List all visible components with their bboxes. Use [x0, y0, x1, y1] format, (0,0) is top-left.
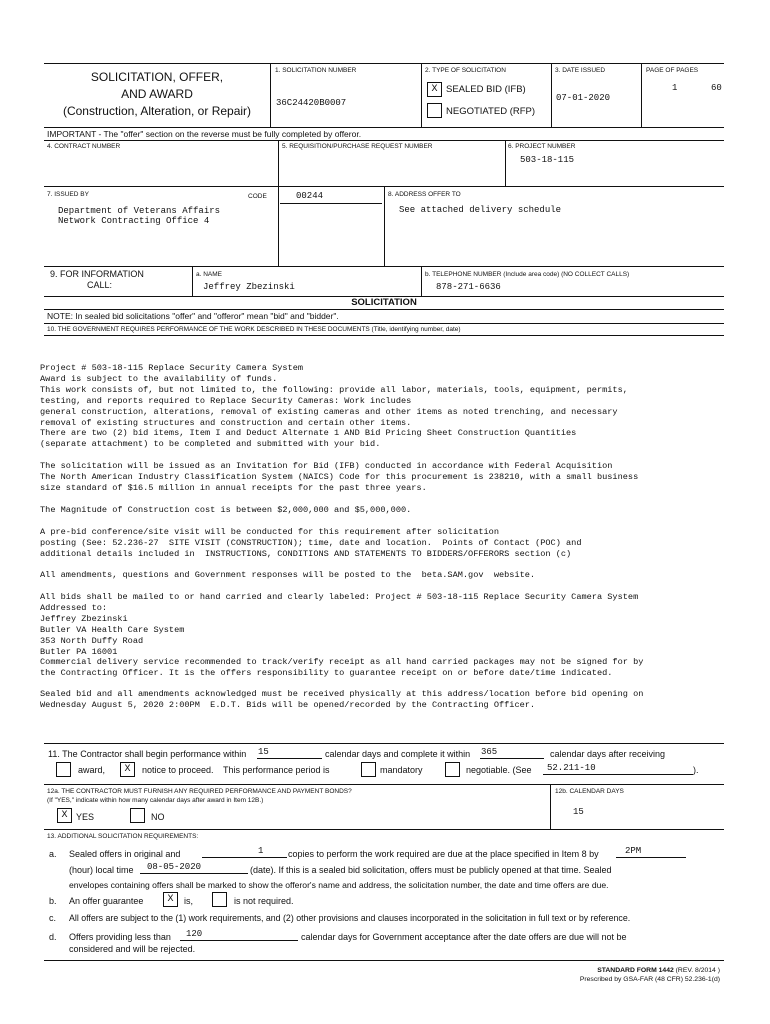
divider — [44, 335, 724, 336]
divider — [44, 266, 724, 267]
page-number: 1 — [672, 83, 678, 93]
work-description-paragraph: A pre-bid conference/site visit will be conducted for this requirement after solicitation posting (See: 52.236-27 SITE VISIT (CONSTRUCTION); time, date and location. Points of Contact (POC) and additional details included in INSTRUCTIONS, CONDITIONS AND STATEMENTS TO BIDDERS/OFFERORS section (c) — [40, 527, 582, 559]
divider — [278, 186, 279, 266]
divider — [550, 784, 551, 829]
divider — [44, 784, 724, 785]
due-time-value[interactable]: 2PM — [625, 846, 642, 856]
item-11-text: calendar days and complete it within — [325, 749, 471, 759]
item-13c-letter: c. — [49, 913, 57, 923]
divider — [505, 140, 506, 186]
prescribed-by: Prescribed by GSA-FAR (48 CFR) 52.236-1(d) — [579, 976, 720, 983]
issued-by-line: Network Contracting Office 4 — [58, 216, 210, 226]
name-label: a. NAME — [196, 271, 223, 278]
form-number: STANDARD FORM 1442 — [597, 967, 674, 974]
notice-to-proceed-checkbox[interactable]: X — [120, 762, 135, 777]
item-11-text: 11. The Contractor shall begin performance within — [48, 749, 247, 759]
work-description-paragraph: The Magnitude of Construction cost is between $2,000,000 and $5,000,000. — [40, 505, 412, 515]
issued-by-label: 7. ISSUED BY — [47, 191, 89, 198]
negotiable-checkbox[interactable] — [445, 762, 460, 777]
code-underline — [280, 203, 382, 204]
divider — [421, 266, 422, 296]
for-information-label — [50, 269, 144, 291]
code-value[interactable]: 00244 — [296, 191, 324, 201]
divider — [551, 63, 552, 127]
due-date-value[interactable]: 08-05-2020 — [147, 862, 202, 872]
date-issued-label: 3. DATE ISSUED — [555, 67, 606, 74]
for-information-line: CALL: — [87, 280, 113, 290]
important-notice: IMPORTANT - The "offer" section on the reverse must be fully completed by offeror. — [47, 129, 362, 139]
divider — [192, 266, 193, 296]
form-title — [44, 69, 270, 120]
date-issued-value[interactable]: 07-01-2020 — [556, 93, 611, 103]
due-date-underline — [140, 873, 248, 874]
for-information-line: 9. FOR INFORMATION — [50, 269, 144, 279]
divider — [641, 63, 642, 127]
bonds-yes-checkbox[interactable]: X — [57, 808, 72, 823]
contact-name[interactable]: Jeffrey Zbezinski — [203, 282, 295, 292]
page-of-pages-label: PAGE OF PAGES — [646, 67, 699, 74]
type-of-solicitation-label: 2. TYPE OF SOLICITATION — [425, 67, 506, 74]
copies-value[interactable]: 1 — [258, 846, 264, 856]
contract-number-label: 4. CONTRACT NUMBER — [47, 143, 121, 150]
work-description-paragraph: Sealed bid and all amendments acknowledged must be received physically at this address/location before bid opening on Wednesday August 5, 2020 2:00PM E.D.T. Bids will be opened/recorded by the Contracting Officer. — [40, 689, 644, 710]
telephone-value[interactable]: 878-271-6636 — [436, 282, 501, 292]
code-label: CODE — [248, 193, 267, 200]
award-label: award, — [78, 765, 106, 775]
form-title-line: (Construction, Alteration, or Repair) — [62, 104, 252, 118]
item-13d-letter: d. — [49, 932, 57, 942]
solicitation-number-label: 1. SOLICITATION NUMBER — [275, 67, 357, 74]
project-number-label: 6. PROJECT NUMBER — [508, 143, 576, 150]
sealed-bid-label: SEALED BID (IFB) — [446, 84, 526, 95]
additional-requirements-label: 13. ADDITIONAL SOLICITATION REQUIREMENTS: — [47, 833, 199, 840]
divider — [44, 743, 724, 744]
item-11-text: calendar days after receiving — [550, 749, 666, 759]
negotiable-label: negotiable. (See — [466, 765, 532, 775]
negotiated-label: NEGOTIATED (RFP) — [446, 106, 536, 117]
copies-underline — [202, 857, 287, 858]
item-13c-text: All offers are subject to the (1) work requirements, and (2) other provisions and clauses incorporated in the solicitation in full text or by reference. — [69, 913, 631, 923]
bonds-yes-label: YES — [76, 812, 95, 822]
mandatory-checkbox[interactable] — [361, 762, 376, 777]
sealed-bid-checkbox[interactable]: X — [427, 82, 442, 97]
total-pages: 60 — [711, 83, 722, 93]
calendar-days-value[interactable]: 15 — [573, 807, 584, 817]
work-description-paragraph: All amendments, questions and Government responses will be posted to the beta.SAM.gov website. — [40, 570, 536, 580]
item-13a-letter: a. — [49, 849, 57, 859]
form-top-border — [44, 63, 724, 64]
offer-guarantee-not-checkbox[interactable] — [212, 892, 227, 907]
bonds-no-label: NO — [151, 812, 165, 822]
sealed-bid-note: NOTE: In sealed bid solicitations "offer" and "offeror" mean "bid" and "bidder". — [47, 311, 339, 321]
item-13a-text: Sealed offers in original and — [69, 849, 181, 859]
requisition-number-label: 5. REQUISITION/PURCHASE REQUEST NUMBER — [282, 143, 433, 150]
divider — [44, 829, 724, 830]
start-days-underline — [257, 758, 322, 759]
solicitation-number-value[interactable]: 36C24420B0007 — [276, 98, 347, 108]
divider — [44, 127, 724, 128]
divider — [270, 63, 271, 127]
complete-days-value[interactable]: 365 — [481, 747, 498, 757]
bonds-label: 12a. THE CONTRACTOR MUST FURNISH ANY REQUIRED PERFORMANCE AND PAYMENT BONDS? — [47, 788, 352, 795]
offer-guarantee-is-checkbox[interactable]: X — [163, 892, 178, 907]
item-11-text: This performance period is — [223, 765, 330, 775]
item-13d-text: considered and will be rejected. — [69, 944, 196, 954]
item-13b-text: An offer guarantee — [69, 896, 144, 906]
divider — [384, 186, 385, 266]
acceptance-days-underline — [180, 940, 298, 941]
bonds-no-checkbox[interactable] — [130, 808, 145, 823]
negotiated-checkbox[interactable] — [427, 103, 442, 118]
item-13d-text: calendar days for Government acceptance after the date offers are due will not be — [301, 932, 627, 942]
mandatory-label: mandatory — [380, 765, 423, 775]
project-number-value[interactable]: 503-18-115 — [520, 155, 575, 165]
offer-guarantee-is-label: is, — [184, 896, 193, 906]
item-13a-text: envelopes containing offers shall be marked to show the offeror's name and address, the solicitation number, the date and time offers are due. — [69, 880, 609, 890]
work-description-paragraph: The solicitation will be issued as an Invitation for Bid (IFB) conducted in accordance with Federal Acquisition The North American Industry Classification System (NAICS) Code for this procurement is 238210, with a small business size standard of $16.5 million in annual receipts for the past three years. — [40, 461, 639, 493]
divider — [44, 323, 724, 324]
item-13a-text: (hour) local time — [69, 865, 134, 875]
address-offer-to-value[interactable]: See attached delivery schedule — [399, 205, 562, 215]
form-title-line: AND AWARD — [121, 87, 193, 101]
form-revision: (REV. 8/2014 ) — [675, 967, 720, 974]
award-checkbox[interactable] — [56, 762, 71, 777]
divider — [44, 140, 724, 141]
item-13b-letter: b. — [49, 896, 57, 906]
see-clause-value[interactable]: 52.211-10 — [547, 763, 596, 773]
item-13a-text: (date). If this is a sealed bid solicitation, offers must be publicly opened at that time. Sealed — [250, 865, 612, 875]
telephone-label: b. TELEPHONE NUMBER (Include area code) (NO COLLECT CALLS) — [425, 271, 630, 278]
address-offer-to-label: 8. ADDRESS OFFER TO — [388, 191, 461, 198]
bonds-sub-label: (If "YES," indicate within how many calendar days after award in Item 12B.) — [47, 797, 264, 804]
divider — [278, 140, 279, 186]
see-clause-underline — [543, 774, 693, 775]
offer-guarantee-not-label: is not required. — [234, 896, 294, 906]
solicitation-section-header: SOLICITATION — [351, 297, 417, 308]
form-bottom-border — [44, 960, 724, 961]
notice-to-proceed-label: notice to proceed. — [142, 765, 214, 775]
acceptance-days-value[interactable]: 120 — [186, 929, 203, 939]
item-11-end: ). — [693, 765, 699, 775]
item-10-label: 10. THE GOVERNMENT REQUIRES PERFORMANCE OF THE WORK DESCRIBED IN THESE DOCUMENTS (Title, identifying number, date) — [47, 326, 461, 333]
form-footer — [420, 966, 720, 984]
start-days-value[interactable]: 15 — [258, 747, 269, 757]
issued-by-line: Department of Veterans Affairs — [58, 206, 221, 216]
form-title-line: SOLICITATION, OFFER, — [90, 70, 224, 84]
divider — [421, 63, 422, 127]
item-13a-text: copies to perform the work required are due at the place specified in Item 8 by — [288, 849, 599, 859]
item-13d-text: Offers providing less than — [69, 932, 171, 942]
work-description-paragraph: All bids shall be mailed to or hand carried and clearly labeled: Project # 503-18-115 Replace Security Camera System Addressed to: Jeffrey Zbezinski Butler VA Health Care System 353 North Duffy Road Butler PA 16001 Commercial delivery service recommended to track/verify receipt as all hand carried packages may not be signed for by the Contracting Officer. It is the offers responsibility to guarantee receipt on or before date/time indicated. — [40, 592, 644, 679]
work-description-paragraph: Project # 503-18-115 Replace Security Camera System Award is subject to the availability of funds. This work consists of, but not limited to, the following: provide all labor, materials, tools, equipment, permits, testing, and reports required to Replace Security Cameras: Work includes general construction, alterations, removal of existing cameras and other items as noted trenching, and necessary removal of existing structures and construction and certain other items. There are two (2) bid items, Item I and Deduct Alternate 1 AND Bid Pricing Sheet Construction Quantities (separate attachment) to be completed and submitted with your bid. — [40, 363, 628, 450]
divider — [44, 309, 724, 310]
calendar-days-label: 12b. CALENDAR DAYS — [555, 788, 624, 795]
complete-days-underline — [480, 758, 544, 759]
due-time-underline — [616, 857, 686, 858]
